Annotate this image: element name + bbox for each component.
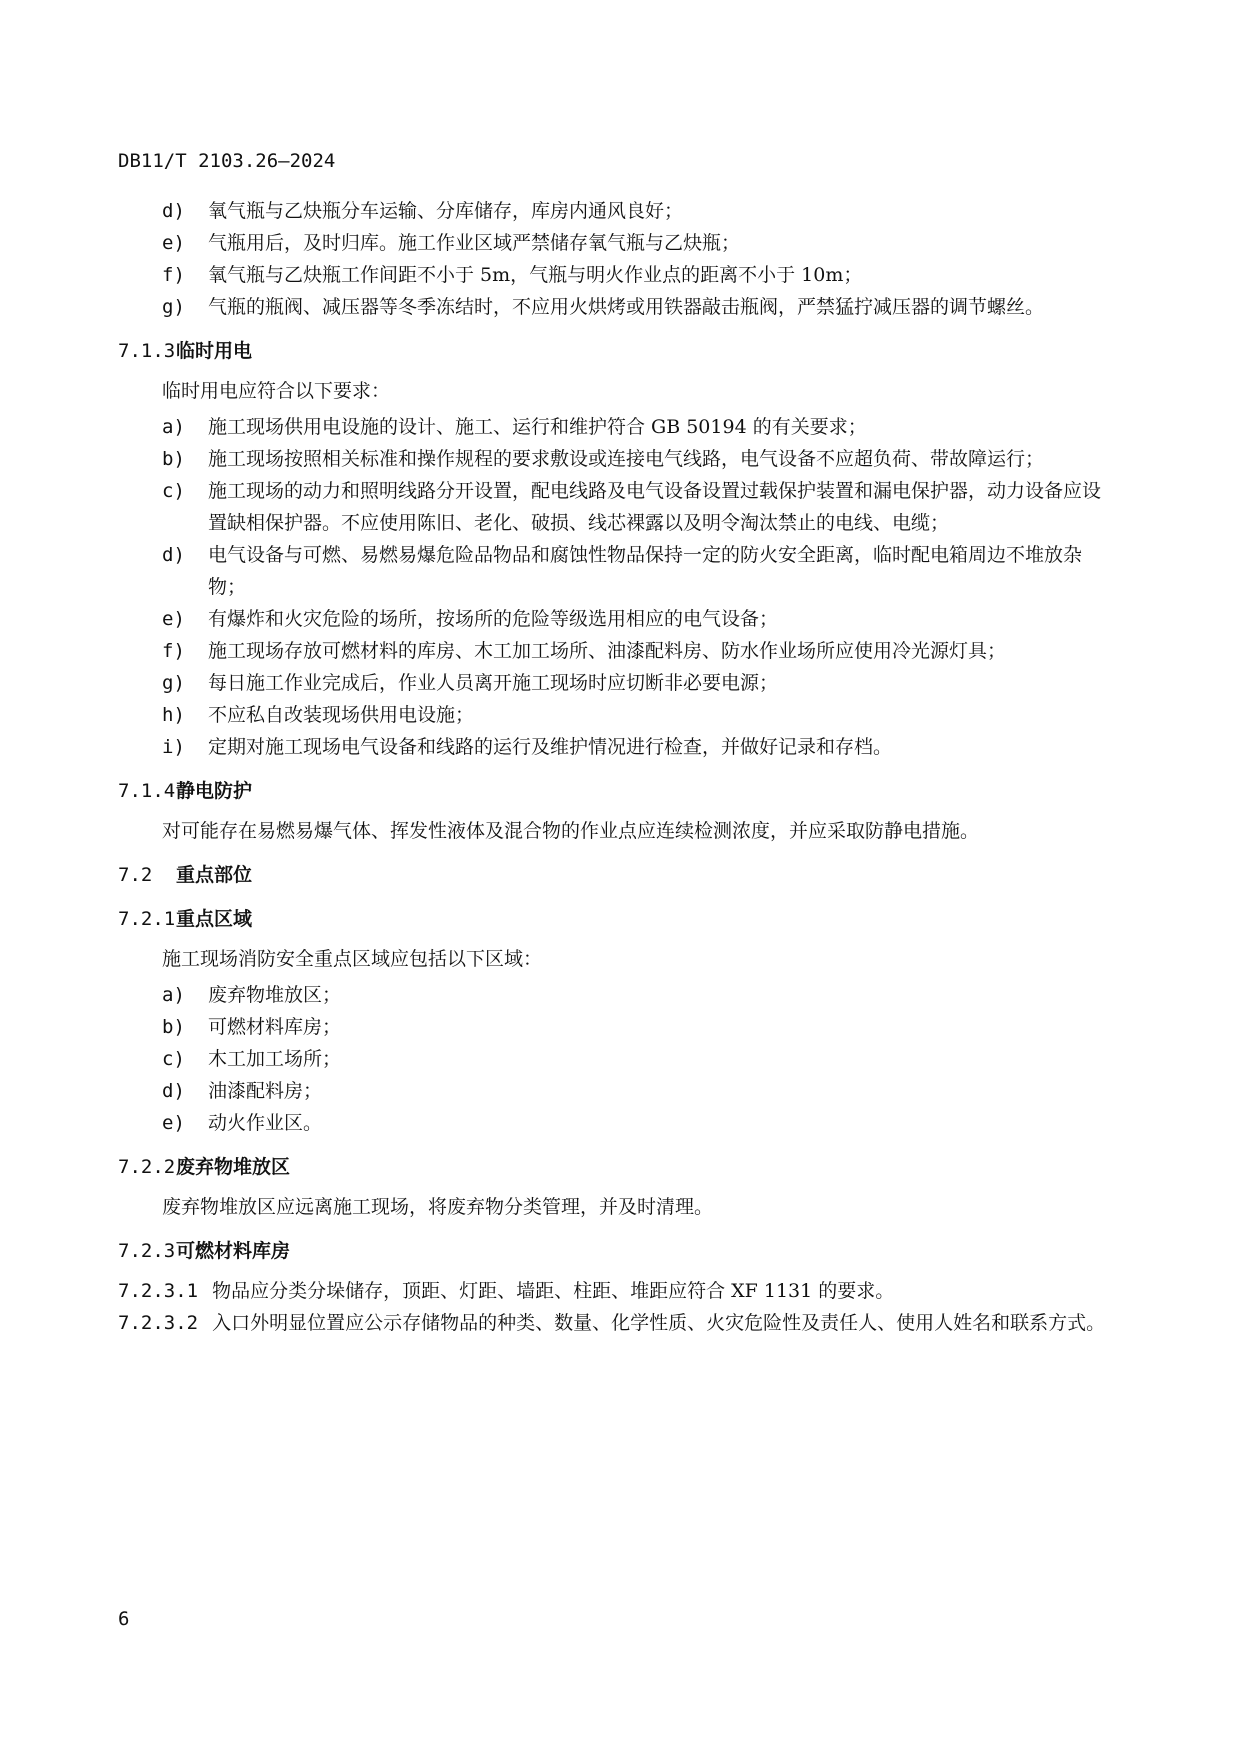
list-item-label: f) — [162, 264, 185, 286]
list-item — [118, 259, 1118, 291]
section-title: 废弃物堆放区 — [176, 1156, 291, 1178]
section-heading-7-2-2 — [118, 1151, 1118, 1183]
section-title: 重点区域 — [176, 908, 253, 930]
list-item — [118, 227, 1118, 259]
list-item-label: h) — [162, 704, 185, 726]
section-text: 废弃物堆放区应远离施工现场，将废弃物分类管理，并及时清理。 — [162, 1196, 714, 1218]
section-intro: 施工现场消防安全重点区域应包括以下区域： — [162, 948, 543, 970]
list-item-text: 木工加工场所； — [208, 1048, 342, 1070]
section-number: 7.2.1 — [118, 908, 176, 930]
list-item — [118, 411, 1118, 443]
clause-7-2-3-2 — [118, 1307, 1118, 1339]
clause-number: 7.2.3.1 — [118, 1280, 199, 1302]
section-text: 对可能存在易燃易爆气体、挥发性液体及混合物的作业点应连续检测浓度，并应采取防静电措施。 — [162, 820, 980, 842]
list-item — [118, 1011, 1118, 1043]
list-item-text: 施工现场的动力和照明线路分开设置，配电线路及电气设备设置过载保护装置和漏电保护器，动力设备应设置缺相保护器。不应使用陈旧、老化、破损、线芯裸露以及明令淘汰禁止的电线、电缆； — [208, 480, 1102, 534]
list-7-2-1 — [118, 979, 1118, 1139]
section-number: 7.2 — [118, 864, 153, 886]
section-number: 7.1.3 — [118, 340, 176, 362]
list-item — [118, 699, 1118, 731]
list-item — [118, 443, 1118, 475]
list-item-label: b) — [162, 1016, 185, 1038]
list-item — [118, 195, 1118, 227]
list-item — [118, 539, 1118, 603]
section-heading-7-1-4 — [118, 775, 1118, 807]
list-item-label: b) — [162, 448, 185, 470]
section-title: 静电防护 — [176, 780, 253, 802]
list-item — [118, 475, 1118, 539]
list-item-label: g) — [162, 296, 185, 318]
section-title: 重点部位 — [176, 864, 253, 886]
section-heading-7-2 — [118, 859, 1118, 891]
list-item-text: 不应私自改装现场供用电设施； — [208, 704, 475, 726]
list-7-1-3 — [118, 411, 1118, 763]
section-intro: 临时用电应符合以下要求： — [162, 380, 391, 402]
list-item-text: 可燃材料库房； — [208, 1016, 342, 1038]
list-item-text: 氧气瓶与乙炔瓶分车运输、分库储存，库房内通风良好； — [208, 200, 684, 222]
list-item — [118, 731, 1118, 763]
list-item — [118, 667, 1118, 699]
list-item — [118, 1075, 1118, 1107]
section-heading-7-1-3 — [118, 335, 1118, 367]
list-item-label: e) — [162, 1112, 185, 1134]
clause-text: 物品应分类分垛储存，顶距、灯距、墙距、柱距、堆距应符合 XF 1131 的要求。 — [212, 1280, 895, 1302]
clause-7-2-3-1 — [118, 1275, 1118, 1307]
list-item-label: a) — [162, 984, 185, 1006]
list-item-label: c) — [162, 480, 185, 502]
page-number: 6 — [118, 1608, 130, 1630]
list-item-text: 施工现场存放可燃材料的库房、木工加工场所、油漆配料房、防水作业场所应使用冷光源灯具； — [208, 640, 1007, 662]
list-item — [118, 1043, 1118, 1075]
section-number: 7.2.3 — [118, 1240, 176, 1262]
list-item — [118, 291, 1118, 323]
list-item-label: g) — [162, 672, 185, 694]
section-heading-7-2-3 — [118, 1235, 1118, 1267]
list-item-text: 电气设备与可燃、易燃易爆危险品物品和腐蚀性物品保持一定的防火安全距离，临时配电箱周边不堆放杂物； — [208, 544, 1083, 598]
list-item-label: i) — [162, 736, 185, 758]
section-title: 可燃材料库房 — [176, 1240, 291, 1262]
list-item — [118, 603, 1118, 635]
list-item-label: f) — [162, 640, 185, 662]
list-top — [118, 195, 1118, 323]
list-item-text: 每日施工作业完成后，作业人员离开施工现场时应切断非必要电源； — [208, 672, 779, 694]
clause-text: 入口外明显位置应公示存储物品的种类、数量、化学性质、火灾危险性及责任人、使用人姓名和联系方式。 — [212, 1312, 1106, 1334]
list-item-label: c) — [162, 1048, 185, 1070]
list-item-text: 施工现场按照相关标准和操作规程的要求敷设或连接电气线路，电气设备不应超负荷、带故障运行； — [208, 448, 1045, 470]
section-number: 7.2.2 — [118, 1156, 176, 1178]
list-item-text: 油漆配料房； — [208, 1080, 323, 1102]
list-item-label: d) — [162, 200, 185, 222]
list-item-text: 气瓶用后，及时归库。施工作业区域严禁储存氧气瓶与乙炔瓶； — [208, 232, 741, 254]
list-item-text: 施工现场供用电设施的设计、施工、运行和维护符合 GB 50194 的有关要求； — [208, 416, 867, 438]
document-body — [118, 195, 1118, 1339]
list-item-text: 废弃物堆放区； — [208, 984, 342, 1006]
clause-number: 7.2.3.2 — [118, 1312, 199, 1334]
document-header: DB11/T 2103.26—2024 — [118, 150, 336, 172]
list-item-text: 氧气瓶与乙炔瓶工作间距不小于 5m，气瓶与明火作业点的距离不小于 10m； — [208, 264, 863, 286]
list-item-text: 动火作业区。 — [208, 1112, 323, 1134]
list-item-text: 气瓶的瓶阀、减压器等冬季冻结时，不应用火烘烤或用铁器敲击瓶阀，严禁猛拧减压器的调节螺丝。 — [208, 296, 1045, 318]
list-item — [118, 979, 1118, 1011]
section-heading-7-2-1 — [118, 903, 1118, 935]
list-item-text: 定期对施工现场电气设备和线路的运行及维护情况进行检查，并做好记录和存档。 — [208, 736, 893, 758]
list-item-label: e) — [162, 608, 185, 630]
list-item-label: d) — [162, 544, 185, 566]
list-item — [118, 635, 1118, 667]
list-item-label: a) — [162, 416, 185, 438]
list-item-label: e) — [162, 232, 185, 254]
section-title: 临时用电 — [176, 340, 253, 362]
list-item-label: d) — [162, 1080, 185, 1102]
list-item — [118, 1107, 1118, 1139]
section-number: 7.1.4 — [118, 780, 176, 802]
list-item-text: 有爆炸和火灾危险的场所，按场所的危险等级选用相应的电气设备； — [208, 608, 779, 630]
